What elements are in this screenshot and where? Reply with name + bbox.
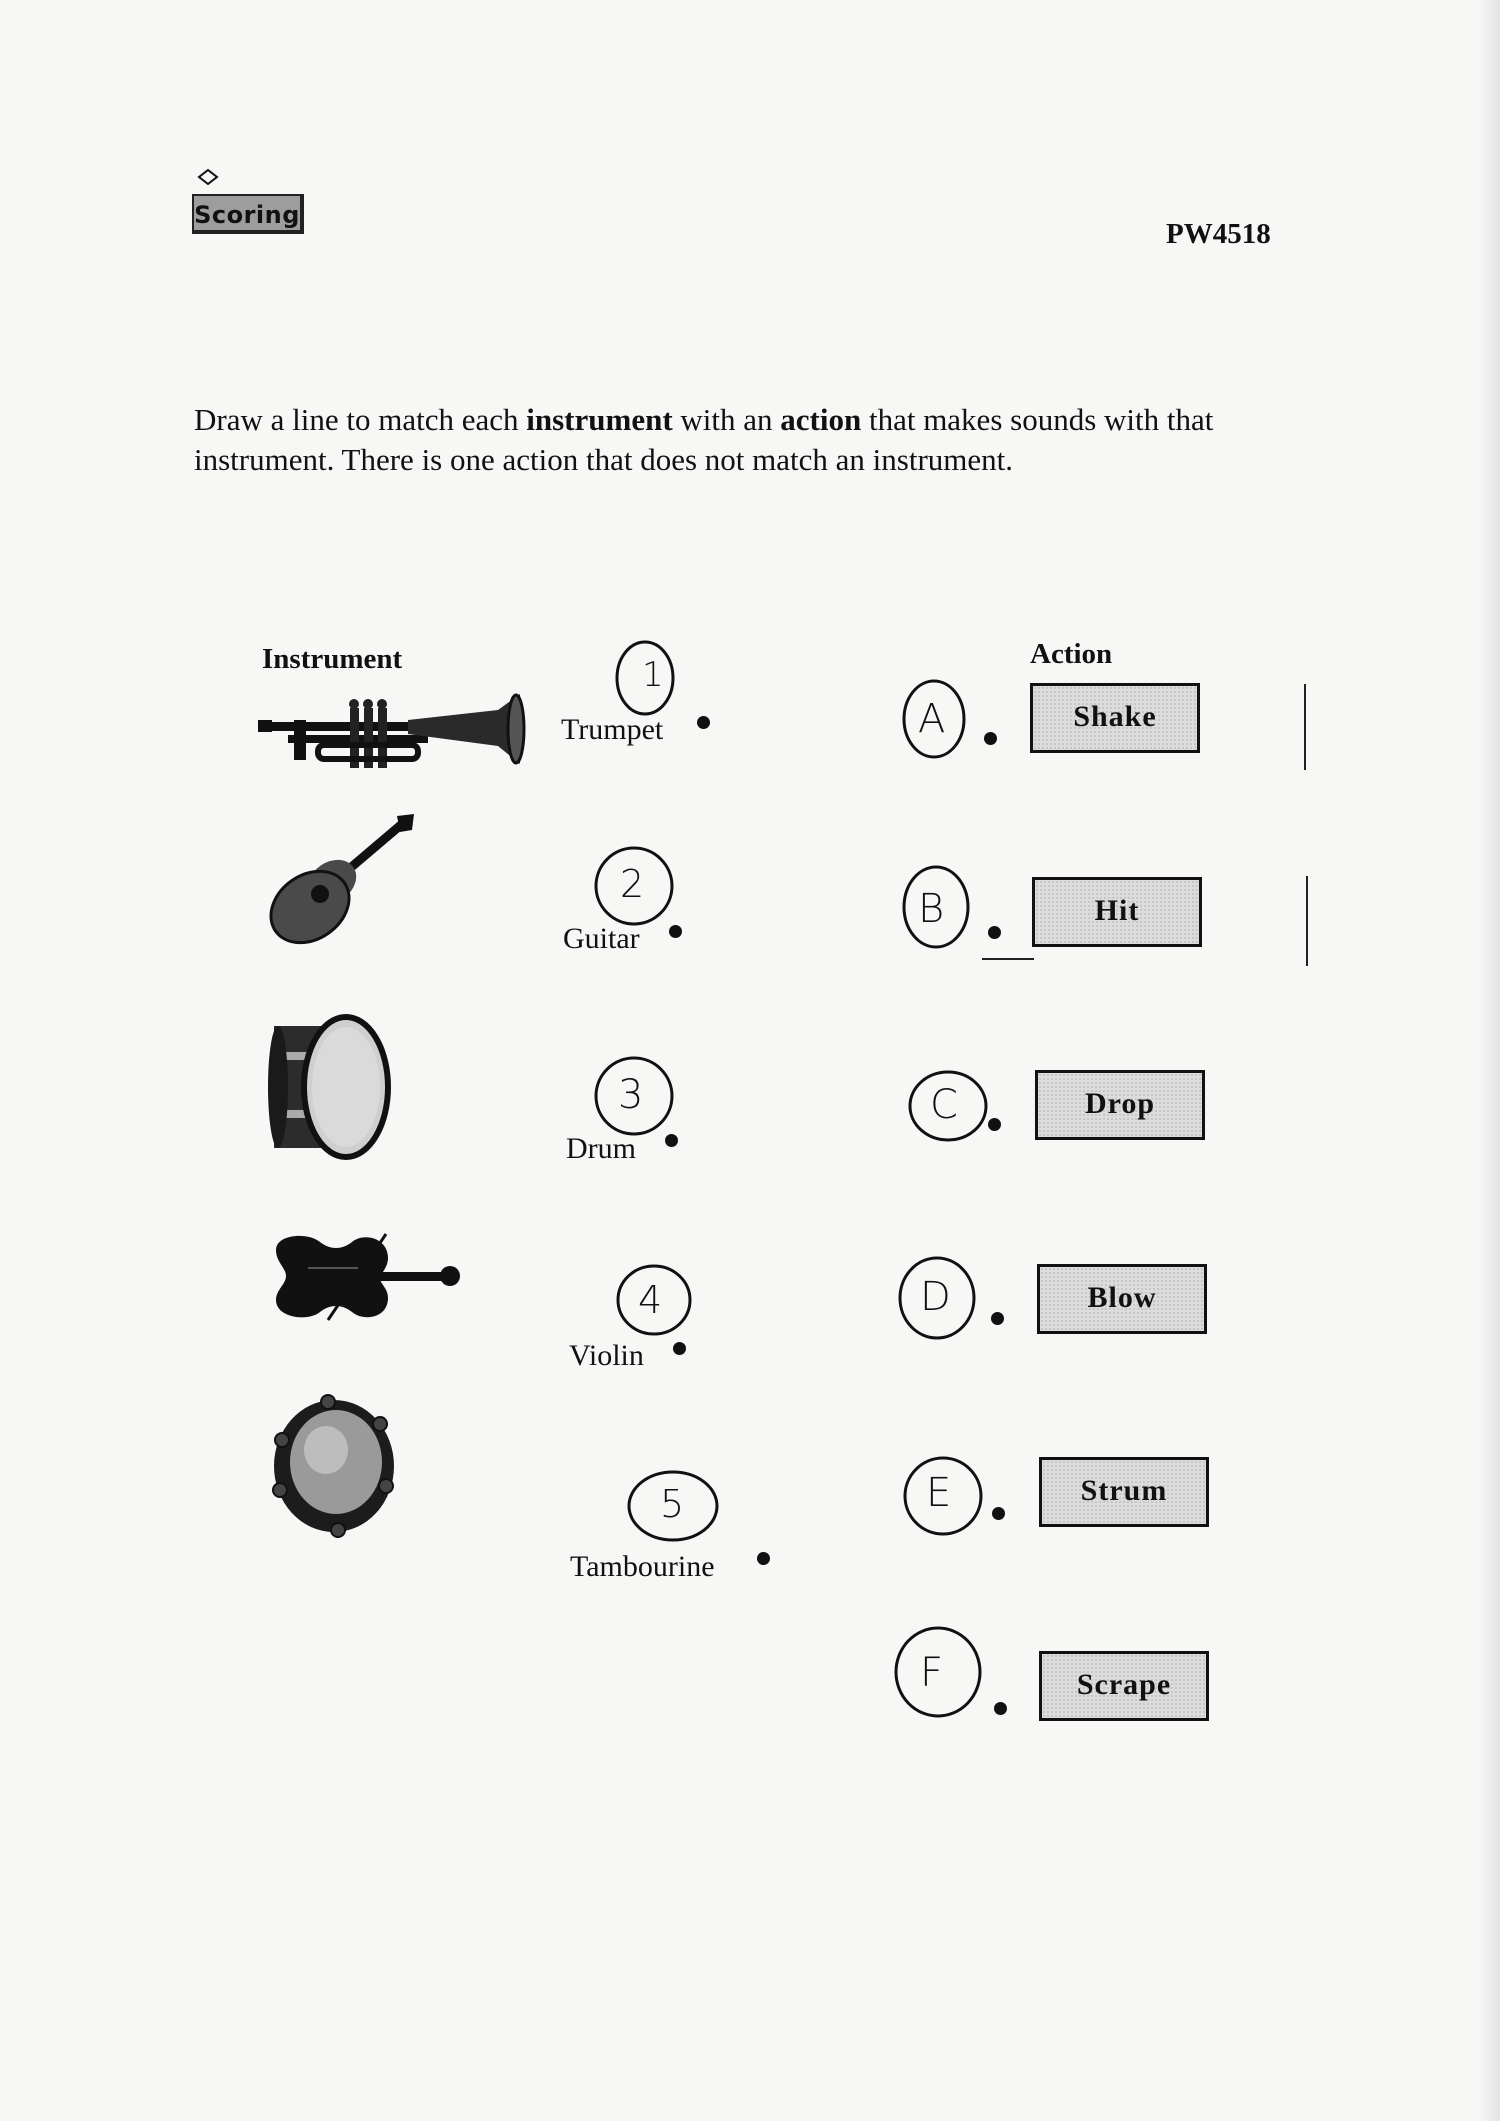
handwritten-letter-d-text: D	[920, 1274, 951, 1320]
handwritten-number-2-text: 2	[620, 862, 645, 906]
instrument-label-guitar: Guitar	[563, 922, 640, 955]
drum-icon	[266, 1012, 394, 1162]
handwritten-number-3-text: 3	[618, 1072, 644, 1118]
diamond-icon	[197, 166, 219, 188]
instructions-text: Draw a line to match each instrument with an action that makes sounds with that instrument. There is one action that does not match an instrument.	[194, 402, 1214, 477]
instrument-label-violin: Violin	[569, 1339, 644, 1372]
trumpet-icon	[258, 690, 528, 780]
handwritten-letter-c-text: C	[930, 1082, 958, 1128]
scoring-button[interactable]: Scoring	[192, 194, 304, 234]
instrument-label-tambourine: Tambourine	[570, 1550, 715, 1583]
match-dot-drop[interactable]	[988, 1118, 1001, 1131]
match-dot-hit[interactable]	[988, 926, 1001, 939]
handwritten-number-4-text: 4	[638, 1278, 663, 1322]
instrument-heading: Instrument	[262, 643, 403, 675]
violin-icon	[268, 1228, 463, 1323]
action-heading: Action	[1030, 638, 1113, 670]
guitar-icon	[262, 814, 414, 947]
instrument-label-drum: Drum	[566, 1132, 636, 1165]
action-drop: Drop	[1035, 1070, 1205, 1140]
action-hit: Hit	[1032, 877, 1202, 947]
match-dot-drum[interactable]	[665, 1134, 678, 1147]
match-dot-shake[interactable]	[984, 732, 997, 745]
action-blow: Blow	[1037, 1264, 1207, 1334]
instrument-label-trumpet: Trumpet	[561, 713, 664, 746]
document-id: PW4518	[1166, 218, 1271, 250]
match-dot-tambourine[interactable]	[757, 1552, 770, 1565]
match-dot-strum[interactable]	[992, 1507, 1005, 1520]
action-scrape: Scrape	[1039, 1651, 1209, 1721]
handwritten-number-1-text: 1	[642, 655, 664, 695]
handwritten-letter-e-text: E	[926, 1470, 952, 1516]
match-dot-trumpet[interactable]	[697, 716, 710, 729]
match-dot-blow[interactable]	[991, 1312, 1004, 1325]
handwritten-letter-b-text: B	[918, 886, 945, 932]
handwritten-letter-f-text: F	[920, 1650, 944, 1696]
match-dot-guitar[interactable]	[669, 925, 682, 938]
scan-mark	[1306, 876, 1308, 966]
match-dot-scrape[interactable]	[994, 1702, 1007, 1715]
handwritten-letter-a-text: A	[918, 696, 946, 742]
action-shake: Shake	[1030, 683, 1200, 753]
page-edge	[1478, 0, 1500, 2121]
action-strum: Strum	[1039, 1457, 1209, 1527]
pen-mark	[982, 958, 1034, 960]
tambourine-icon	[268, 1390, 406, 1540]
match-dot-violin[interactable]	[673, 1342, 686, 1355]
handwritten-number-5-text: 5	[660, 1482, 685, 1526]
scan-mark	[1304, 684, 1306, 770]
